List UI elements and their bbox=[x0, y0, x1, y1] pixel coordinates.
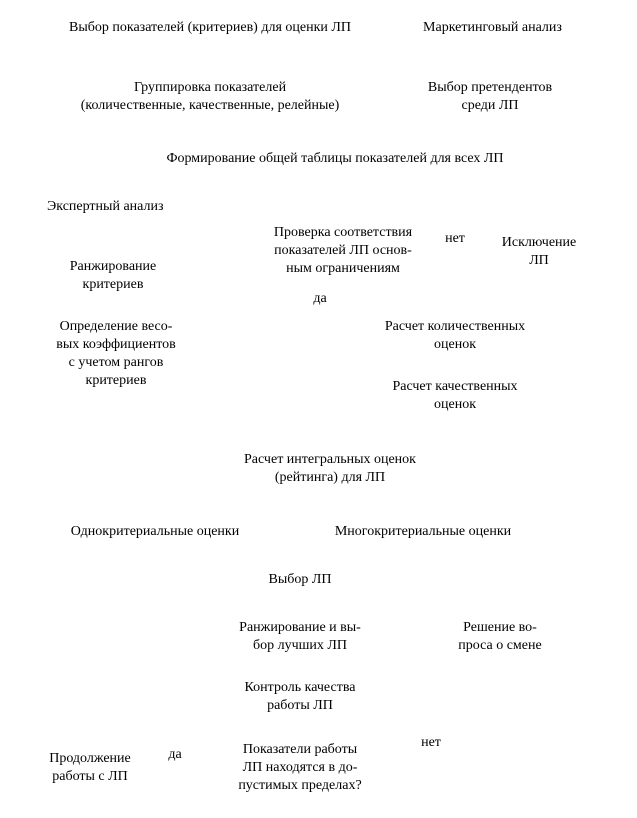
node-multi-criteria: Многокритериальные оценки bbox=[334, 524, 512, 539]
node-form-table: Формирование общей таблицы показателей для всех ЛП bbox=[166, 151, 504, 166]
node-expert-analysis: Экспертный анализ bbox=[47, 199, 164, 214]
edge-label-no-limits: нет bbox=[421, 735, 441, 750]
edge-label-yes-compliance: да bbox=[313, 291, 327, 306]
node-rank-select-best: Ранжирование и вы- бор лучших ЛП bbox=[239, 620, 361, 653]
node-single-criterion: Однокритериальные оценки bbox=[70, 524, 240, 539]
node-replacement: Решение во- проса о смене bbox=[458, 620, 542, 653]
node-calc-quantitative: Расчет количественных оценок bbox=[384, 319, 526, 352]
node-weights: Определение весо- вых коэффициентов с учетом рангов критериев bbox=[56, 319, 176, 388]
edge-label-no-exclusion: нет bbox=[445, 231, 465, 246]
node-select-lp: Выбор ЛП bbox=[268, 572, 332, 587]
node-rank-criteria: Ранжирование критериев bbox=[69, 259, 157, 292]
node-group-indicators: Группировка показателей (количественные, качественные, релейные) bbox=[80, 80, 340, 113]
node-within-limits: Показатели работы ЛП находятся в до- пустимых пределах? bbox=[238, 742, 362, 793]
edge-label-yes-limits: да bbox=[168, 747, 182, 762]
node-marketing-analysis: Маркетинговый анализ bbox=[423, 20, 562, 35]
node-exclusion: Исключение ЛП bbox=[501, 235, 577, 268]
node-select-candidates: Выбор претендентов среди ЛП bbox=[427, 80, 553, 113]
node-calc-integral: Расчет интегральных оценок (рейтинга) для ЛП bbox=[244, 452, 416, 485]
node-check-compliance: Проверка соответствия показателей ЛП основ- ным ограничениям bbox=[273, 225, 413, 276]
node-calc-qualitative: Расчет качественных оценок bbox=[392, 379, 518, 412]
node-continue-work: Продолжение работы с ЛП bbox=[49, 751, 131, 784]
node-select-indicators: Выбор показателей (критериев) для оценки ЛП bbox=[69, 20, 351, 35]
node-quality-control: Контроль качества работы ЛП bbox=[244, 680, 356, 713]
